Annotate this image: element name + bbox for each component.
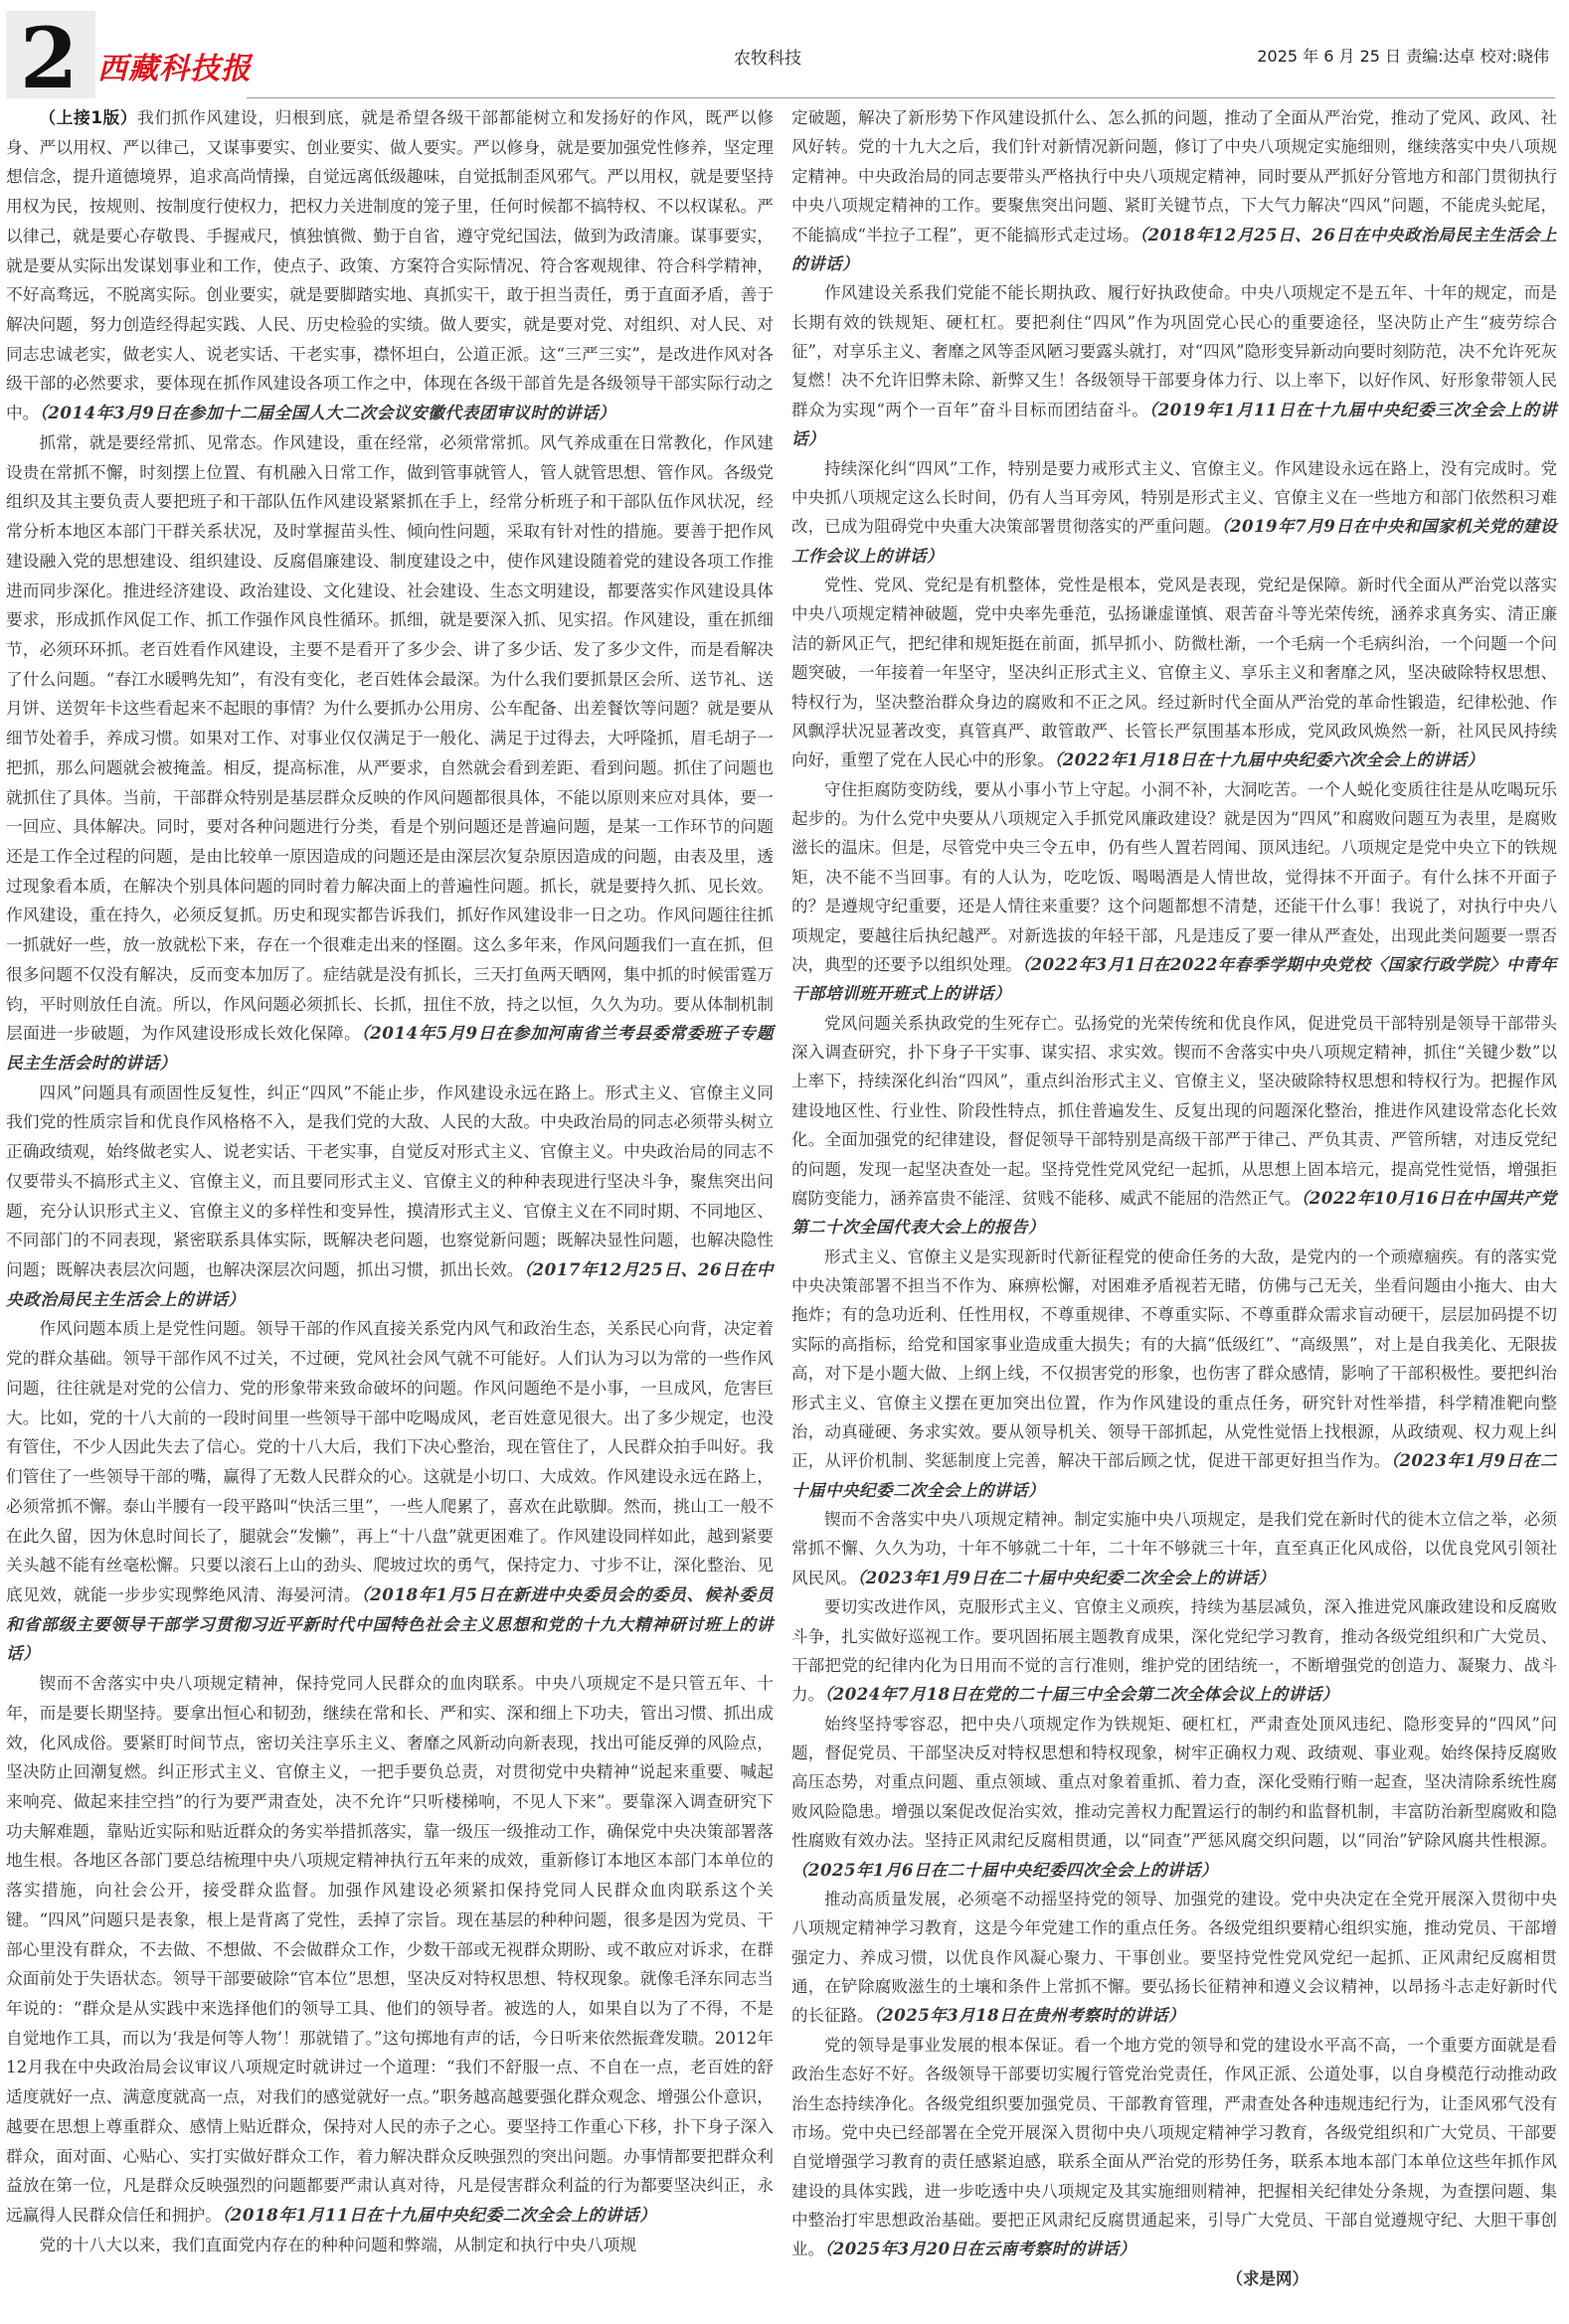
citation: （2022年1月18日在十九届中央纪委六次全会上的讲话） [1054, 750, 1484, 770]
citation: （2025年1月6日在二十届中央纪委四次全会上的讲话） [791, 1860, 1218, 1880]
article-paragraph [791, 1885, 1557, 2031]
citation: （2017年12月25日、26日在中央政治局民主生活会上的讲话） [6, 1259, 774, 1309]
source-credit: （求是网） [1226, 2268, 1308, 2288]
article-paragraph [6, 1314, 774, 1669]
newspaper-logo: 西藏科技报 [97, 52, 252, 86]
header-divider [247, 97, 1555, 98]
article-paragraph [791, 1710, 1557, 1885]
paragraph-text: 四风”问题具有顽固性反复性，纠正“四风”不能止步，作风建设永远在路上。形式主义、官僚主义同我们党的性质宗旨和优良作风格格不入，是我们党的大敌、人民的大敌。中央政治局的同志必须带头树立正确政绩观，始终做老实人、说老实话、干老实事，自觉反对形式主义、官僚主义。中央政治局的同志不仅要带头不搞形式主义、官僚主义，而且要同形式主义、官僚主义的种种表现进行坚决斗争，聚焦突出问题，充分认识形式主义、官僚主义的多样性和变异性，摸清形式主义、官僚主义在不同时期、不同地区、不同部门的不同表现，紧密联系具体实际，既解决老问题，也察觉新问题；既解决显性问题，也解决隐性问题；既解决表层次问题，也解决深层次问题，抓出习惯，抓出长效。 [6, 1081, 774, 1280]
page-number: 2 [20, 9, 79, 107]
article-paragraph [791, 454, 1557, 572]
article-paragraph [6, 103, 774, 428]
paragraph-text: 始终坚持零容忍，把中央八项规定作为铁规矩、硬杠杠，严肃查处顶风违纪、隐形变异的“四风”问题，督促党员、干部坚决反对特权思想和特权现象，树牢正确权力观、政绩观、事业观。始终保持反腐败高压态势，对重点问题、重点领域、重点对象着重抓、着力查，深化受贿行贿一起查，坚决清除系统性腐败风险隐患。增强以案促改促治实效，推动完善权力配置运行的制约和监督机制，丰富防治新型腐败和隐性腐败有效办法。坚持正风肃纪反腐相贯通，以“同查”严惩风腐交织问题，以“同治”铲除风腐共性根源。 [791, 1714, 1557, 1851]
paragraph-text: 守住拒腐防变防线，要从小事小节上守起。小洞不补，大洞吃苦。一个人蜕化变质往往是从吃喝玩乐起步的。为什么党中央要从八项规定入手抓党风廉政建设？就是因为“四风”和腐败问题互为表里，是腐败滋长的温床。但是，尽管党中央三令五申，仍有些人置若罔闻、顶风违纪。八项规定是党中央立下的铁规矩，决不能不当回事。有的人认为，吃吃饭、喝喝酒是人情世故，觉得抹不开面子。有什么抹不开面子的？是遵规守纪重要，还是人情往来重要？这个问题都想不清楚，还能干什么事！我说了，对执行中央八项规定，要越往后执纪越严。对新选拔的年轻干部，凡是违反了要一律从严查处，出现此类问题要一票否决，典型的还要予以组织处理。 [791, 779, 1557, 974]
paragraph-text: 要切实改进作风，克服形式主义、官僚主义顽疾，持续为基层减负，深入推进党风廉政建设和反腐败斗争，扎实做好巡视工作。要巩固拓展主题教育成果，深化党纪学习教育，推动各级党组织和广大党员、干部把党的纪律内化为日用而不觉的言行准则，维护党的团结统一，不断增强党的创造力、凝聚力、战斗力。 [791, 1597, 1557, 1705]
article-paragraph [791, 1243, 1557, 1505]
article-paragraph [6, 2231, 774, 2260]
paragraph-text: 定破题，解决了新形势下作风建设抓什么、怎么抓的问题，推动了全面从严治党，推动了党风、政风、社风好转。党的十九大之后，我们针对新情况新问题，修订了中央八项规定实施细则，继续落实中央八项规定精神。中央政治局的同志要带头严格执行中央八项规定精神，同时要从严抓好分管地方和部门贯彻执行中央八项规定精神的工作。要聚焦突出问题、紧盯关键节点，下大气力解决“四风”问题，不能虎头蛇尾，不能搞成“半拉子工程”，更不能搞形式走过场。 [791, 108, 1557, 245]
article-paragraph [6, 1669, 774, 2231]
article-paragraph [791, 2031, 1557, 2264]
citation: （2023年1月9日在二十届中央纪委二次全会上的讲话） [857, 1568, 1276, 1587]
citation: （2022年10月16日在中国共产党第二十次全国代表大会上的报告） [791, 1188, 1558, 1238]
citation: （2019年1月11日在十九届中央纪委三次全会上的讲话） [791, 400, 1557, 449]
citation: （2024年7月18日在党的二十届三中全会第二次全体会议上的讲话） [824, 1685, 1339, 1705]
paragraph-text: 我们抓作风建设，归根到底，就是希望各级干部都能树立和发扬好的作风，既严以修身、严以用权、严以律己，又谋事要实、创业要实、做人要实。严以修身，就是要加强党性修养，坚定理想信念，提升道德境界，追求高尚情操，自觉远离低级趣味，自觉抵制歪风邪气。严以用权，就是要坚持用权为民，按规则、按制度行使权力，把权力关进制度的笼子里，任何时候都不搞特权、不以权谋私。严以律己，就是要心存敬畏、手握戒尺，慎独慎微、勤于自省，遵守党纪国法，做到为政清廉。谋事要实，就是要从实际出发谋划事业和工作，使点子、政策、方案符合实际情况、符合客观规律、符合科学精神，不好高骛远，不脱离实际。创业要实，就是要脚踏实地、真抓实干，敢于担当责任，勇于直面矛盾，善于解决问题，努力创造经得起实践、人民、历史检验的实绩。做人要实，就是要对党、对组织、对人民、对同志忠诚老实，做老实人、说老实话、干老实事，襟怀坦白，公道正派。这“三严三实”，是改进作风对各级干部的必然要求，要体现在抓作风建设各项工作之中，体现在各级干部首先是各级领导干部实际行动之中。 [6, 107, 774, 423]
article-paragraph [791, 103, 1557, 278]
article-paragraph [791, 1592, 1557, 1710]
paragraph-text: 推动高质量发展，必须毫不动摇坚持党的领导、加强党的建设。党中央决定在全党开展深入贯彻中央八项规定精神学习教育，这是今年党建工作的重点任务。各级党组织要精心组织实施，推动党员、干部增强定力、养成习惯，以优良作风凝心聚力、干事创业。要坚持党性党风党纪一起抓、正风肃纪反腐相贯通，在铲除腐败滋生的土壤和条件上常抓不懈。要弘扬长征精神和遵义会议精神，以昂扬斗志走好新时代的长征路。 [791, 1889, 1557, 2026]
article-paragraph [791, 571, 1557, 775]
page-number-box [6, 9, 95, 107]
paragraph-text: 作风建设关系我们党能不能长期执政、履行好执政使命。中央八项规定不是五年、十年的规定，而是长期有效的铁规矩、硬杠杠。要把刹住“四风”作为巩固党心民心的重要途径，坚决防止产生“疲劳综合征”，对享乐主义、奢靡之风等歪风陋习要露头就打，对“四风”隐形变异新动向要时刻防范，决不允许死灰复燃！决不允许旧弊未除、新弊又生！各级领导干部要身体力行、以上率下，以好作风、好形象带领人民群众为实现“两个一百年”奋斗目标而团结奋斗。 [791, 283, 1557, 419]
citation: （2014年5月9日在参加河南省兰考县委常委班子专题民主生活会时的讲话） [6, 1023, 774, 1073]
paragraph-text: 形式主义、官僚主义是实现新时代新征程党的使命任务的大敌，是党内的一个顽瘴痼疾。有的落实党中央决策部署不担当不作为、麻痹松懈，对困难矛盾视若无睹，仿佛与己无关，坐看问题由小拖大、由大拖炸；有的急功近利、任性用权，不尊重规律、不尊重实际、不尊重群众需求盲动硬干，层层加码提不切实际的高指标，给党和国家事业造成重大损失；有的大搞“低级红”、“高级黑”，对上是自我美化、无限拔高，对下是小题大做、上纲上线，不仅损害党的形象，也伤害了群众感情，影响了干部积极性。要把纠治形式主义、官僚主义摆在更加突出位置，作为作风建设的重点任务，研究针对性举措，科学精准靶向整治，动真碰硬、务求实效。要从领导机关、领导干部抓起，从党性觉悟上找根源，从政绩观、权力观上纠正，从评价机制、奖惩制度上完善，解决干部后顾之忧，促进干部更好担当作为。 [791, 1246, 1557, 1471]
citation: （2018年1月11日在十九届中央纪委二次全会上的讲话） [221, 2205, 657, 2226]
article-paragraph [6, 1079, 774, 1315]
paragraph-text: 锲而不舍落实中央八项规定精神，保持党同人民群众的血肉联系。中央八项规定不是只管五年、十年，而是要长期坚持。要拿出恒心和韧劲，继续在常和长、严和实、深和细上下功夫，管出习惯、抓出成效，化风成俗。要紧盯时间节点，密切关注享乐主义、奢靡之风新动向新表现，找出可能反弹的风险点，坚决防止回潮复燃。纠正形式主义、官僚主义，一把手要负总责，对贯彻党中央精神“说起来重要、喊起来响亮、做起来挂空挡”的行为要严肃查处，决不允许“只听楼梯响，不见人下来”。要靠深入调查研究下功夫解难题，靠贴近实际和贴近群众的务实举措抓落实，靠一级压一级推动工作，确保党中央决策部署落地生根。各地区各部门要总结梳理中央八项规定精神执行五年来的成效，重新修订本地区本部门本单位的落实措施，向社会公开，接受群众监督。加强作风建设必须紧扣保持党同人民群众血肉联系这个关键。“四风”问题只是表象，根上是背离了党性，丢掉了宗旨。现在基层的种种问题，很多是因为党员、干部心里没有群众，不去做、不想做、不会做群众工作，少数干部或无视群众期盼、或不敢应对诉求，在群众面前处于失语状态。领导干部要破除“官本位”思想，坚决反对特权思想、特权现象。就像毛泽东同志当年说的：“群众是从实践中来选择他们的领导工具、他们的领导者。被选的人，如果自以为了不得，不是自觉地作工具，而以为‘我是何等人物’！那就错了。”这句掷地有声的话，今日听来依然振聋发聩。2012年12月我在中央政治局会议审议八项规定时就讲过一个道理：“我们不舒服一点、不自在一点，老百姓的舒适度就好一点、满意度就高一点，对我们的感觉就好一点。”职务越高越要强化群众观念、增强公仆意识，越要在思想上尊重群众、感情上贴近群众，保持对人民的赤子之心。要坚持工作重心下移，扑下身子深入群众，面对面、心贴心、实打实做好群众工作，着力解决群众反映强烈的突出问题。办事情都要把群众利益放在第一位，凡是群众反映强烈的问题都要严肃认真对待，凡是侵害群众利益的行为都要坚决纠正，永远赢得人民群众信任和拥护。 [6, 1673, 774, 2226]
citation: （2018年1月5日在新进中央委员会的委员、候补委员和省部级主要领导干部学习贯彻习近平新时代中国特色社会主义思想和党的十九大精神研讨班上的讲话） [6, 1583, 774, 1664]
article-paragraph [791, 1505, 1557, 1592]
left-column [6, 103, 774, 2259]
paragraph-text: 党风问题关系执政党的生死存亡。弘扬党的光荣传统和优良作风，促进党员干部特别是领导干部带头深入调查研究，扑下身子干实事、谋实招、求实效。锲而不舍落实中央八项规定精神，抓住“关键少数”以上率下，持续深化纠治“四风”，重点纠治形式主义、官僚主义，坚决破除特权思想和特权行为。把握作风建设地区性、行业性、阶段性特点，抓住普遍发生、反复出现的问题深化整治，推进作风建设常态化长效化。全面加强党的纪律建设，督促领导干部特别是高级干部严于律己、严负其责、严管所辖，对违反党纪的问题，发现一起坚决查处一起。坚持党性党风党纪一起抓，从思想上固本培元，提高党性觉悟，增强拒腐防变能力，涵养富贵不能淫、贫贱不能移、威武不能屈的浩然正气。 [791, 1013, 1557, 1208]
paragraph-text: 党性、党风、党纪是有机整体，党性是根本，党风是表现，党纪是保障。新时代全面从严治党以落实中央八项规定精神破题，党中央率先垂范，弘扬谦虚谨慎、艰苦奋斗等光荣传统，涵养求真务实、清正廉洁的新风正气，把纪律和规矩挺在前面，抓早抓小、防微杜渐，一个毛病一个毛病纠治，一个问题一个问题突破，一年接着一年坚守，坚决纠正形式主义、官僚主义、享乐主义和奢靡之风，坚决破除特权思想、特权行为，坚决整治群众身边的腐败和不正之风。经过新时代全面从严治党的革命性锻造，纪律松弛、作风飘浮状况显著改变，真管真严、敢管敢严、长管长严氛围基本形成，党风政风焕然一新，社风民风持续向好，重塑了党在人民心中的形象。 [791, 576, 1557, 770]
citation: （2025年3月20日在云南考察时的讲话） [824, 2240, 1136, 2259]
article-paragraph [791, 1009, 1557, 1243]
citation: （2022年3月1日在2022年春季学期中央党校〈国家行政学院〉中青年干部培训班开班式上的讲话） [791, 954, 1557, 1004]
section-title: 农牧科技 [734, 49, 801, 69]
citation: （2023年1月9日在二十届中央纪委二次全会上的讲话） [791, 1451, 1558, 1500]
citation: （2014年3月9日在参加十二届全国人大二次会议安徽代表团审议时的讲话） [39, 403, 616, 423]
paragraph-text: 抓常，就是要经常抓、见常态。作风建设，重在经常，必须常常抓。风气养成重在日常教化，作风建设贵在常抓不懈，时刻摆上位置、有机融入日常工作，做到管事就管人，管人就管思想、管作风。各级党组织及其主要负责人要把班子和干部队伍作风建设紧紧抓在手上，经常分析班子和干部队伍作风状况，经常分析本地区本部门干群关系状况，及时掌握苗头性、倾向性问题，采取有针对性的措施。要善于把作风建设融入党的思想建设、组织建设、反腐倡廉建设、制度建设之中，使作风建设随着党的建设各项工作推进而同步深化。推进经济建设、政治建设、文化建设、社会建设、生态文明建设，都要落实作风建设具体要求，形成抓作风促工作、抓工作强作风良性循环。抓细，就是要深入抓、见实招。作风建设，重在抓细节，必须环环抓。老百姓看作风建设，主要不是看开了多少会、讲了多少话、发了多少文件，而是看解决了什么问题。“春江水暖鸭先知”，有没有变化，老百姓体会最深。为什么我们要抓景区会所、送节礼、送月饼、送贺年卡这些看起来不起眼的事情？为什么要抓办公用房、公车配备、出差餐饮等问题？就是要从细节处着手，养成习惯。如果对工作、对事业仅仅满足于一般化、满足于过得去，大呼隆抓，眉毛胡子一把抓，那么问题就会被掩盖。相反，提高标准，从严要求，自然就会看到差距、看到问题。抓住了问题也就抓住了具体。当前，干部群众特别是基层群众反映的作风问题都很具体，不能以原则来应对具体，要一一回应、具体解决。同时，要对各种问题进行分类，看是个别问题还是普遍问题，是某一工作环节的问题还是工作全过程的问题，是由比较单一原因造成的问题还是由深层次复杂原因造成的问题，由表及里，透过现象看本质，在解决个别具体问题的同时着力解决面上的普遍性问题。抓长，就是要持久抓、见长效。作风建设，重在持久，必须反复抓。历史和现实都告诉我们，抓好作风建设非一日之功。作风问题往往抓一抓就好一些，放一放就松下来，存在一个很难走出来的怪圈。这么多年来，作风问题我们一直在抓，但很多问题不仅没有解决，反而变本加厉了。症结就是没有抓长，三天打鱼两天晒网，集中抓的时候雷霆万钧，平时则放任自流。所以，作风问题必须抓长、长抓，扭住不放，持之以恒，久久为功。要从体制机制层面进一步破题，为作风建设形成长效化保障。 [6, 431, 774, 1044]
citation: （2025年3月18日在贵州考察时的讲话） [873, 2006, 1186, 2026]
citation: （2019年7月9日在中央和国家机关党的建设工作会议上的讲话） [791, 517, 1557, 566]
right-column [791, 103, 1557, 2293]
paragraph-text: 党的领导是事业发展的根本保证。看一个地方党的领导和党的建设水平高不高，一个重要方面就是看政治生态好不好。各级领导干部要切实履行管党治党责任，作风正派、公道处事，以自身模范行动推动政治生态持续净化。各级党组织要加强党员、干部教育管理，严肃查处各种违规违纪行为，让歪风邪气没有市场。党中央已经部署在全党开展深入贯彻中央八项规定精神学习教育，各级党组织和广大党员、干部要自觉增强学习教育的责任感紧迫感，联系全面从严治党的形势任务，联系本地本部门本单位这些年抓作风建设的具体实践，进一步吃透中央八项规定及其实施细则精神，把握相关纪律处分条规，为查摆问题、集中整治打牢思想政治基础。要把正风肃纪反腐贯通起来，引导广大党员、干部自觉遵规守纪、大胆干事创业。 [791, 2035, 1557, 2259]
article-paragraph [791, 775, 1557, 1009]
paragraph-text: 作风问题本质上是党性问题。领导干部的作风直接关系党内风气和政治生态，关系民心向背，决定着党的群众基础。领导干部作风不过关，不过硬，党风社会风气就不可能好。人们认为习以为常的一些作风问题，往往就是对党的公信力、党的形象带来致命破坏的问题。作风问题绝不是小事，一旦成风，危害巨大。比如，党的十八大前的一段时间里一些领导干部中吃喝成风，老百姓意见很大。出了多少规定，也没有管住，不少人因此失去了信心。党的十八大后，我们下决心整治，现在管住了，人民群众拍手叫好。我们管住了一些领导干部的嘴，赢得了无数人民群众的心。这就是小切口、大成效。作风建设永远在路上，必须常抓不懈。泰山半腰有一段平路叫“快活三里”，一些人爬累了，喜欢在此歇脚。然而，挑山工一般不在此久留，因为休息时间长了，腿就会“发懒”，再上“十八盘”就更困难了。作风建设同样如此，越到紧要关头越不能有丝毫松懈。只要以滚石上山的劲头、爬坡过坎的勇气，保持定力、寸步不让，深化整治、见底见效，就能一步步实现弊绝风清、海晏河清。 [6, 1318, 774, 1604]
continued-from-marker: （上接1版） [39, 107, 138, 127]
citation: （2018年12月25日、26日在中央政治局民主生活会上的讲话） [791, 225, 1557, 273]
masthead [0, 0, 1569, 107]
paragraph-text: 党的十八大以来，我们直面党内存在的种种问题和弊端，从制定和执行中央八项规 [39, 2234, 637, 2254]
article-paragraph [791, 278, 1557, 453]
dateline: 2025 年 6 月 25 日 责编:达卓 校对:晓伟 [1257, 47, 1549, 66]
article-paragraph [6, 428, 774, 1079]
paragraph-text: 锲而不舍落实中央八项规定精神。制定实施中央八项规定，是我们党在新时代的徙木立信之举，必须常抓不懈、久久为功，十年不够就二十年，二十年不够就三十年，直至真正化风成俗，以优良党风引领社风民风。 [791, 1510, 1557, 1587]
paragraph-text: 持续深化纠“四风”工作，特别是要力戒形式主义、官僚主义。作风建设永远在路上，没有完成时。党中央抓八项规定这么长时间，仍有人当耳旁风，特别是形式主义、官僚主义在一些地方和部门依然积习难改，已成为阻碍党中央重大决策部署贯彻落实的严重问题。 [791, 458, 1557, 537]
